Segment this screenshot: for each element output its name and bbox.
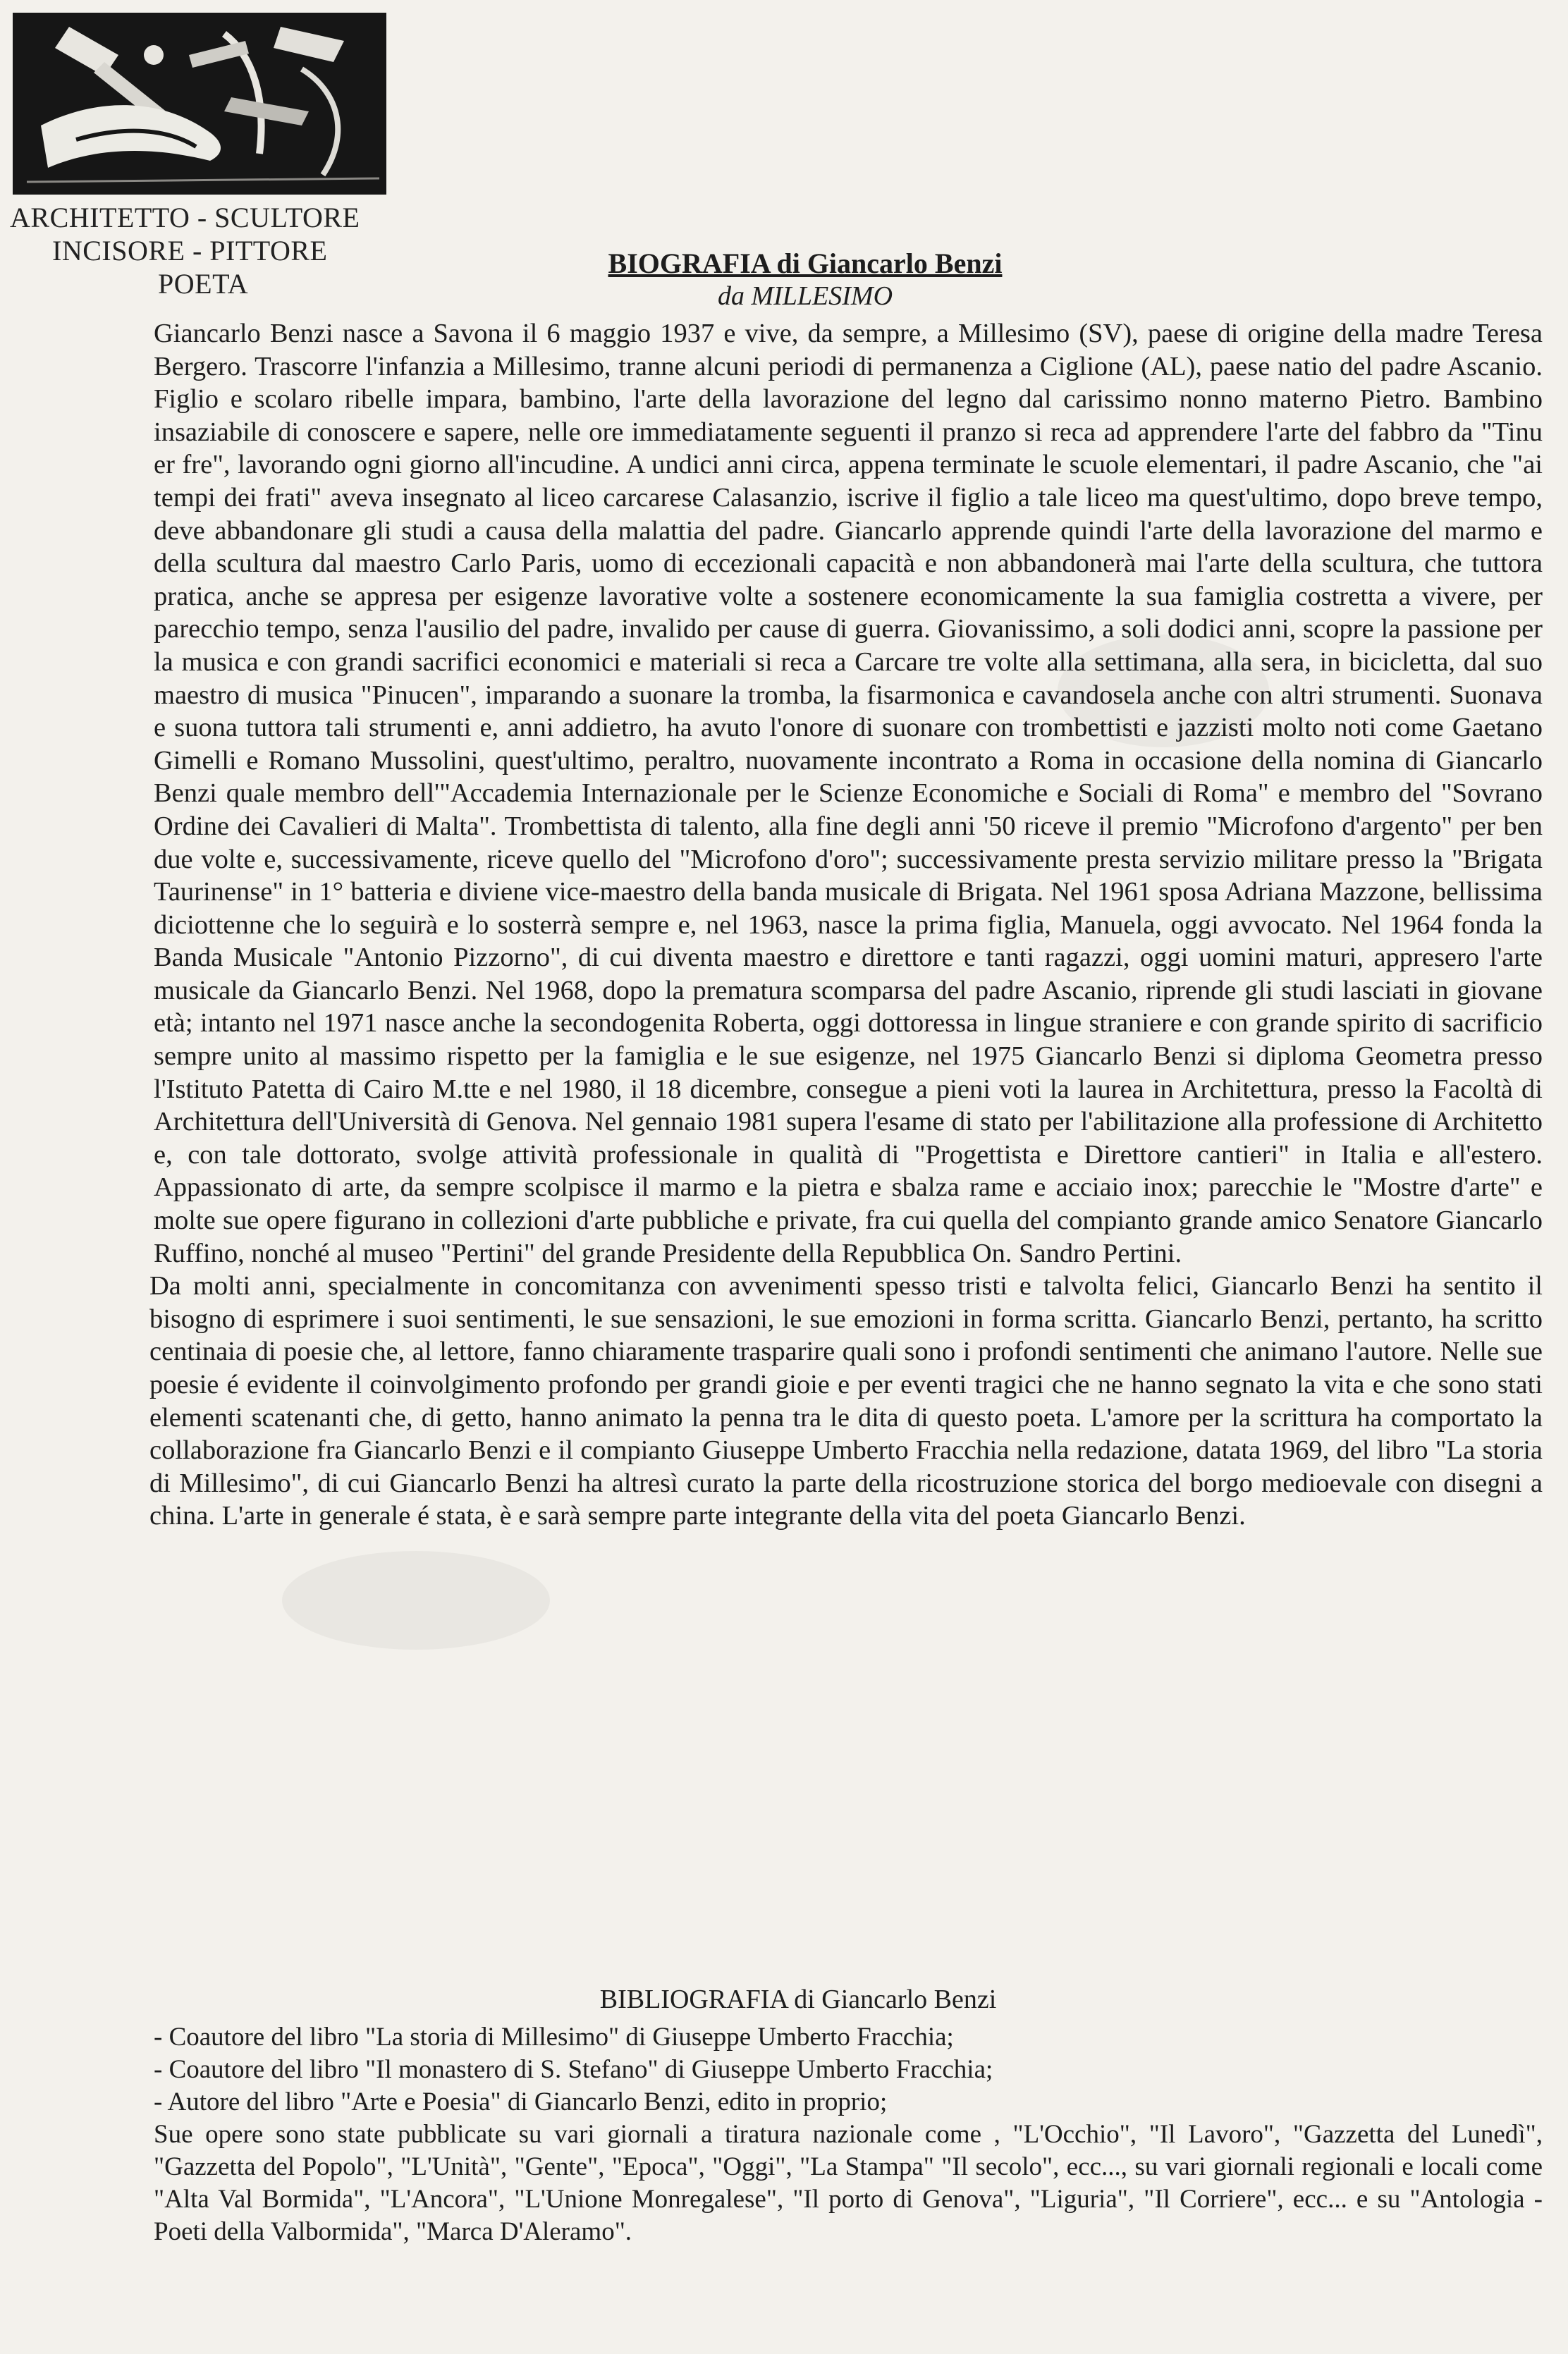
scan-smudge [282, 1551, 550, 1650]
biography-title: BIOGRAFIA di Giancarlo Benzi [608, 247, 1003, 279]
role-line-3: POETA [158, 268, 249, 300]
bibliography-title: BIBLIOGRAFIA di Giancarlo Benzi [599, 1985, 997, 2014]
biography-subtitle: da MILLESIMO [717, 281, 893, 311]
bibliography-item-1: - Coautore del libro "La storia di Millesimo" di Giuseppe Umberto Fracchia; [154, 2023, 954, 2052]
title-block [0, 247, 1568, 312]
biography-paragraph-1: Giancarlo Benzi nasce a Savona il 6 maggio 1937 e vive, da sempre, a Millesimo (SV), paese di origine della madre Teresa Bergero. Trascorre l'infanzia a Millesimo, tranne alcuni periodi di permanenza a Ciglione (AL), paese natio del padre Ascanio. Figlio e scolaro ribelle impara, bambino, l'arte della lavorazione del legno dal carissimo nonno materno Pietro. Bambino insaziabile di conoscere e sapere, nelle ore immediatamente seguenti il pranzo si reca ad apprendere l'arte del fabbro da "Tinu er fre", lavorando ogni giorno all'incudine. A undici anni circa, appena terminate le scuole elementari, il padre Ascanio, che "ai tempi dei frati" aveva insegnato al liceo carcarese Calasanzio, iscrive il figlio a tale liceo ma quest'ultimo, dopo breve tempo, deve abbandonare gli studi a causa della malattia del padre. Giancarlo apprende quindi l'arte della lavorazione del marmo e della scultura dal maestro Carlo Paris, uomo di eccezionali capacità e non abbandonerà mai l'arte della scultura, che tuttora pratica, anche se appresa per esigenze lavorative volte a sostenere economicamente la sua famiglia costretta a vivere, per parecchio tempo, senza l'ausilio del padre, invalido per cause di guerra. Giovanissimo, a soli dodici anni, scopre la passione per la musica e con grandi sacrifici economici e materiali si reca a Carcare tre volte alla settimana, alla sera, in bicicletta, dal suo maestro di musica "Pinucen", imparando a suonare la tromba, la fisarmonica e cavandosela anche con altri strumenti. Suonava e suona tuttora tali strumenti e, anni addietro, ha avuto l'onore di suonare con trombettisti e jazzisti molto noti come Gaetano Gimelli e Romano Mussolini, quest'ultimo, peraltro, nuovamente incontrato a Roma in occasione della nomina di Giancarlo Benzi quale membro dell'"Accademia Internazionale per le Scienze Economiche e Sociali di Roma" e membro del "Sovrano Ordine dei Cavalieri di Malta". Trombettista di talento, alla fine degli anni '50 riceve il premio "Microfono d'argento" per ben due volte e, successivamente, riceve quello del "Microfono d'oro"; successivamente presta servizio militare presso la "Brigata Taurinense" in 1° batteria e diviene vice-maestro della banda musicale di Brigata. Nel 1961 sposa Adriana Mazzone, bellissima diciottenne che lo seguirà e lo sosterrà sempre e, nel 1963, nasce la prima figlia, Manuela, oggi avvocato. Nel 1964 fonda la Banda Musicale "Antonio Pizzorno", di cui diventa maestro e direttore e tanti ragazzi, oggi uomini maturi, appresero l'arte musicale da Giancarlo Benzi. Nel 1968, dopo la prematura scomparsa del padre Ascanio, riprende gli studi lasciati in giovane età; intanto nel 1971 nasce anche la secondogenita Roberta, oggi dottoressa in lingue straniere e con grande spirito di sacrificio sempre unito al massimo rispetto per la famiglia e le sue esigenze, nel 1975 Giancarlo Benzi si diploma Geometra presso l'Istituto Patetta di Cairo M.tte e nel 1980, il 18 dicembre, consegue a pieni voti la laurea in Architettura, presso la Facoltà di Architettura dell'Università di Genova. Nel gennaio 1981 supera l'esame di stato per l'abilitazione alla professione di Architetto e, con tale dottorato, svolge attività professionale in qualità di "Progettista e Direttore cantieri" in Italia e all'estero. Appassionato di arte, da sempre scolpisce il marmo e la pietra e sbalza rame e acciaio inox; parecchie le "Mostre d'arte" e molte sue opere figurano in collezioni d'arte pubbliche e private, fra cui quella del compianto grande amico Senatore Giancarlo Ruffino, nonché al museo "Pertini" del grande Presidente della Repubblica On. Sandro Pertini. [154, 319, 1543, 1268]
publications-paragraph: Sue opere sono state pubblicate su vari giornali a tiratura nazionale come , "L'Occhio", "Il Lavoro", "Gazzetta del Lunedì", "Gazzetta del Popolo", "L'Unità", "Gente", "Epoca", "Oggi", "La Stampa" "Il secolo", ecc..., su vari giornali regionali e locali come "Alta Val Bormida", "L'Ancora", "L'Unione Monregalese", "Il porto di Genova", "Liguria", "Il Corriere", ecc... e su "Antologia - Poeti della Valbormida", "Marca D'Aleramo". [154, 2120, 1543, 2246]
biography-paragraph-2: Da molti anni, specialmente in concomitanza con avvenimenti spesso tristi e talvolta felici, Giancarlo Benzi ha sentito il bisogno di esprimere i suoi sentimenti, le sue sensazioni, le sue emozioni in forma scritta. Giancarlo Benzi, pertanto, ha scritto centinaia di poesie che, al lettore, fanno chiaramente trasparire quali sono i profondi sentimenti che animano l'autore. Nelle sue poesie é evidente il coinvolgimento profondo per grandi gioie e per eventi tragici che ne hanno segnato la vita e che sono stati elementi scatenanti che, di getto, hanno animato la penna tra le dita di questo poeta. L'amore per la scrittura ha comportato la collaborazione fra Giancarlo Benzi e il compianto Giuseppe Umberto Fracchia nella redazione, datata 1969, del libro "La storia di Millesimo", di cui Giancarlo Benzi ha altresì curato la parte della ricostruzione storica del borgo medioevale con disegni a china. L'arte in generale é stata, è e sarà sempre parte integrante della vita del poeta Giancarlo Benzi. [149, 1271, 1543, 1531]
artist-logo-woodcut [13, 13, 386, 195]
role-line-2: INCISORE - PITTORE [52, 235, 328, 266]
bibliography-item-3: - Autore del libro "Arte e Poesia" di Giancarlo Benzi, edito in proprio; [154, 2088, 888, 2116]
scan-smudge [1058, 635, 1269, 747]
biography-body [149, 317, 1543, 1533]
bibliography-list [154, 2021, 1543, 2248]
woodcut-illustration-icon [13, 13, 386, 195]
bibliography-item-2: - Coautore del libro "Il monastero di S. Stefano" di Giuseppe Umberto Fracchia; [154, 2055, 993, 2084]
role-line-1: ARCHITETTO - SCULTORE [10, 202, 360, 233]
